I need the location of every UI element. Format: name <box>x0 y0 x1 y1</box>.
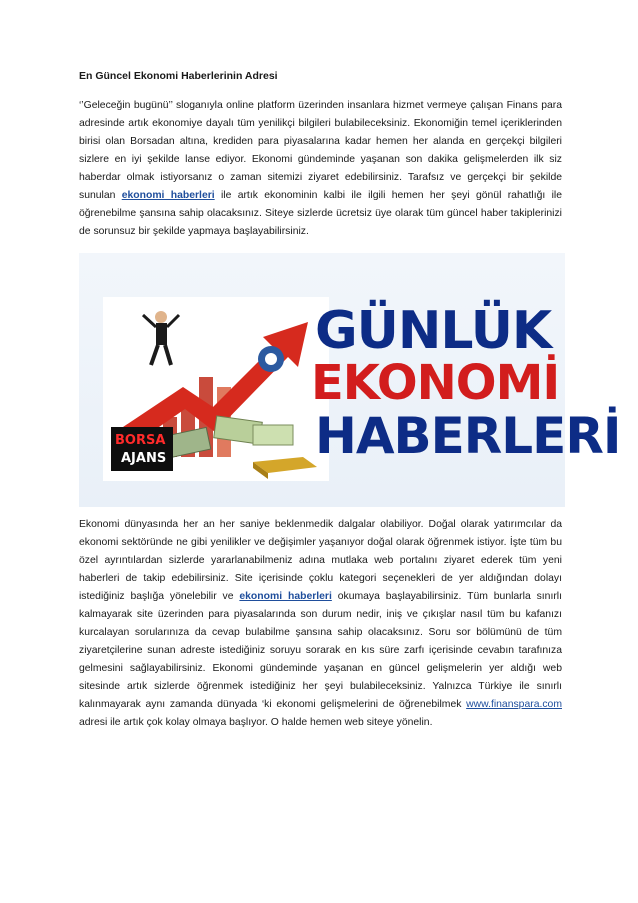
banner-headline-line-3: HABERLERİ <box>315 407 621 465</box>
intro-paragraph <box>79 97 562 241</box>
ekonomi-haberleri-link-1[interactable]: ekonomi haberleri <box>121 190 215 201</box>
body-text-1: Ekonomi dünyasında her an her saniye beklenmedik dalgalar olabiliyor. Doğal olarak yatırımcılar da ekonomi sektöründe ne gibi yenilikler ve değişimler yaşanıyor doğal olarak öğrenmek istiyor. İşte tüm bu özel ayrıntılardan sizlerde yararlanabilmeniz adına mutlaka web portalını ziyaret ederek tüm yeni haberleri de takip edebilirsiniz. Site içerisinde çoklu kategori seçenekleri de yer aldığından dolayı istediğiniz başlığa yönelebilir ve <box>79 519 562 602</box>
news-banner-image <box>79 253 621 507</box>
banner-headline-line-2: EKONOMİ <box>311 355 560 411</box>
logo-badge-borsa: BORSA <box>115 433 166 448</box>
ekonomi-haberleri-link-2[interactable]: ekonomi haberleri <box>239 591 332 602</box>
body-paragraph <box>79 516 562 732</box>
document-page <box>79 70 621 732</box>
economy-collage-image <box>103 297 329 481</box>
body-text-3: adresi ile artık çok kolay olmaya başlıyor. O halde hemen web siteye yönelin. <box>79 717 433 728</box>
body-text-2: okumaya başlayabilirsiniz. Tüm bunlarla sınırlı kalmayarak site üzerinden para piyasalarında son durum nedir, iniş ve çıkışlar nasıl tüm bu kafanızı kurcalayan sorularınıza da cevap bulabilme şansına sahip olacaksınız. Soru sor bölümünü de tüm ziyaretçilerine sunan adreste istediğiniz soruyu sorarak en kıs süre zarfı içerisinde cevabın tarafınıza gelmesini sağlayabilirsiniz. Ekonomi gündeminde yaşanan en güncel gelişmelerin yer aldığı web sitesinde artık sizlerde öğrenmek istediğiniz her şeyi bulabileceksiniz. Yalnızca Türkiye ile sınırlı kalınmayarak aynı zamanda dünyada ‘ki ekonomi gelişmelerini de öğrenebilmek <box>79 591 563 710</box>
intro-text-2: ile artık ekonominin kalbi ile ilgili hemen her şeyi gönül rahatlığı ile öğrenebilme şansına sahip olacaksınız. Siteye sizlerde ücretsiz üye olarak tüm güncel haber takiplerinizi de sorunsuz bir şekilde yapmaya başlayabilirsiniz. <box>79 190 562 237</box>
intro-text-1: ‘’Geleceğin bugünü’’ sloganıyla online platform üzerinden insanlara hizmet vermeye çalışan Finans para adresinde artık ekonomiye dayalı tüm yenilikçi bilgileri bulabileceksiniz. Ekonomiğin temel içeriklerinden birisi olan Borsadan altına, krediden para piyasalarına kadar hemen her alanda en gerçekçi bilgileri sizlere en iyi şekilde lanse ediyor. Ekonomi gündeminde yaşanan son dakika gelişmelerden ilk siz haberdar olmak istiyorsanız o zaman sitemizi ziyaret edebilirsiniz. Tarafsız ve gerçekçi bir şekilde sunulan <box>79 100 562 201</box>
logo-badge-ajans: AJANS <box>121 451 167 466</box>
banner-headline-line-1: GÜNLÜK <box>315 301 552 361</box>
borsa-ajans-logo <box>111 427 173 471</box>
document-title: En Güncel Ekonomi Haberlerinin Adresi <box>79 70 278 82</box>
finanspara-url-link[interactable]: www.finanspara.com <box>466 699 562 710</box>
